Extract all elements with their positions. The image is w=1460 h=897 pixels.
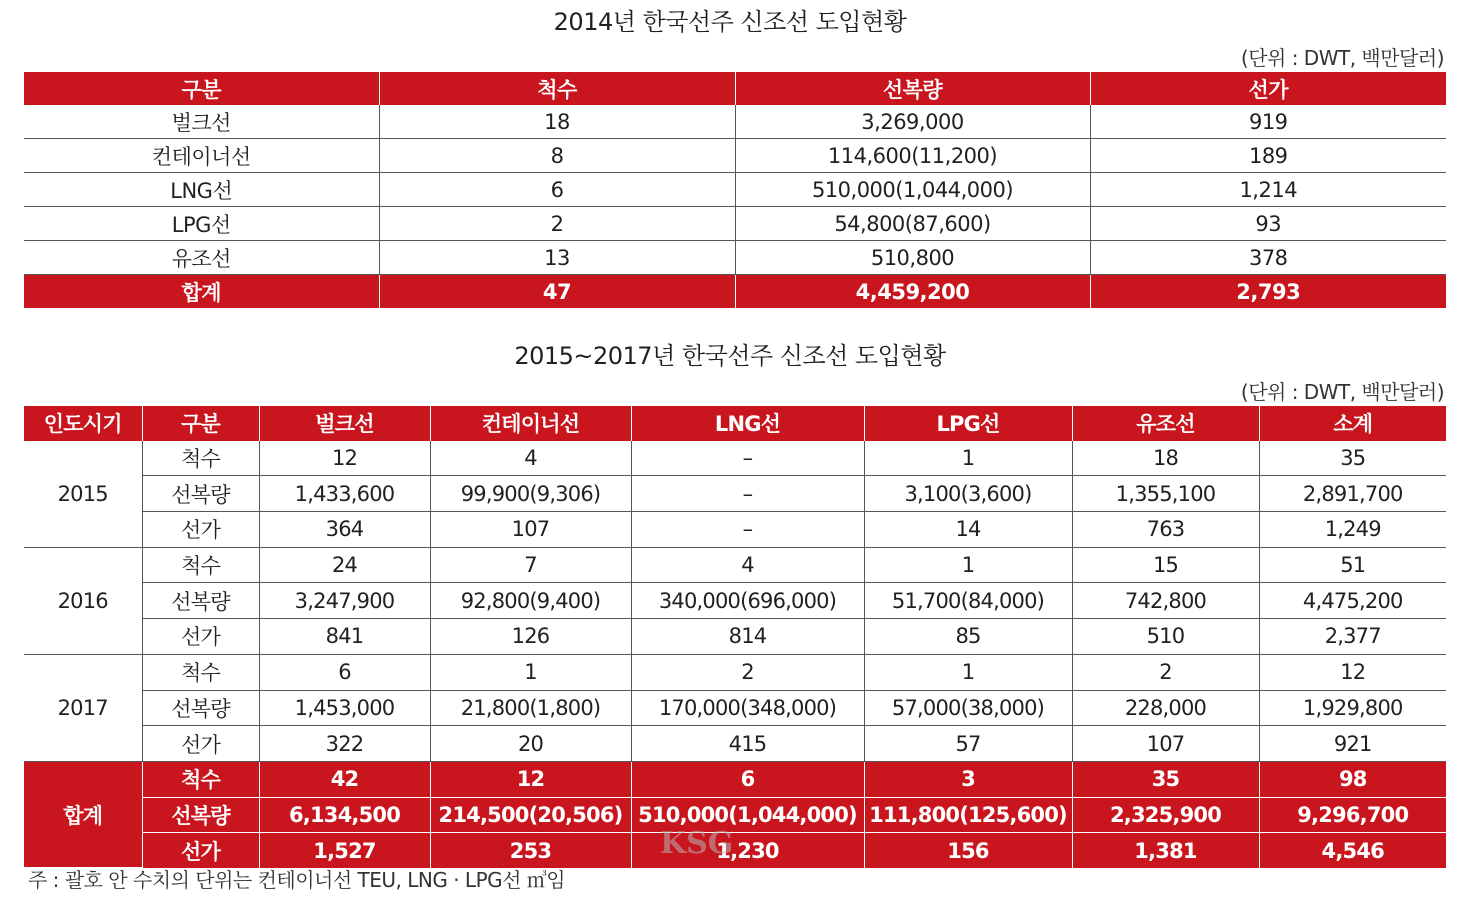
cell: 12 xyxy=(1259,654,1446,690)
total-cell: 4,546 xyxy=(1259,833,1446,868)
table-row xyxy=(24,207,1446,241)
header-lng: LNG선 xyxy=(631,406,864,441)
total-cell: 6,134,500 xyxy=(259,797,430,833)
total-cell: 214,500(20,506) xyxy=(430,797,631,833)
cell: 1 xyxy=(864,547,1072,583)
cell: 1,214 xyxy=(1090,173,1446,207)
cell: 2 xyxy=(379,207,735,241)
cell: 54,800(87,600) xyxy=(735,207,1090,241)
cell: LNG선 xyxy=(24,173,379,207)
cell: 4 xyxy=(631,547,864,583)
header-container: 컨테이너선 xyxy=(430,406,631,441)
table-row xyxy=(24,512,1446,548)
cell: 18 xyxy=(1072,441,1259,476)
cell: 364 xyxy=(259,512,430,548)
total-cell: 2,325,900 xyxy=(1072,797,1259,833)
cell: 선복량 xyxy=(142,476,259,512)
cell: 322 xyxy=(259,726,430,762)
cell: 1,929,800 xyxy=(1259,690,1446,726)
total-row xyxy=(24,761,1446,797)
cell: 선가 xyxy=(142,512,259,548)
table-row xyxy=(24,139,1446,173)
cell: 18 xyxy=(379,105,735,139)
table-row xyxy=(24,583,1446,619)
cell: 선복량 xyxy=(142,690,259,726)
table-2014 xyxy=(24,72,1446,308)
cell: 107 xyxy=(1072,726,1259,762)
table-row xyxy=(24,105,1446,139)
table-row xyxy=(24,476,1446,512)
table-row xyxy=(24,654,1446,690)
cell: 12 xyxy=(259,441,430,476)
total-cell: 선복량 xyxy=(142,797,259,833)
cell: 1,453,000 xyxy=(259,690,430,726)
header-tanker: 유조선 xyxy=(1072,406,1259,441)
table-row xyxy=(24,726,1446,762)
header-subtotal: 소계 xyxy=(1259,406,1446,441)
cell: – xyxy=(631,512,864,548)
cell: 3,247,900 xyxy=(259,583,430,619)
cell: 21,800(1,800) xyxy=(430,690,631,726)
cell: 1,433,600 xyxy=(259,476,430,512)
cell: 척수 xyxy=(142,547,259,583)
header-bulk: 벌크선 xyxy=(259,406,430,441)
table-row xyxy=(24,441,1446,476)
cell: 선가 xyxy=(142,619,259,655)
header-tonnage: 선복량 xyxy=(735,72,1090,105)
total-cell: 156 xyxy=(864,833,1072,868)
total-cell: 47 xyxy=(379,275,735,309)
header-price: 선가 xyxy=(1090,72,1446,105)
cell: 선복량 xyxy=(142,583,259,619)
cell: 170,000(348,000) xyxy=(631,690,864,726)
cell: 3,100(3,600) xyxy=(864,476,1072,512)
total-label: 합계 xyxy=(24,761,142,868)
header-category: 구분 xyxy=(142,406,259,441)
ksg-watermark: KSG xyxy=(660,826,734,861)
header-delivery-period: 인도시기 xyxy=(24,406,142,441)
cell: 126 xyxy=(430,619,631,655)
table1-title: 2014년 한국선주 신조선 도입현황 xyxy=(553,8,907,36)
total-row xyxy=(24,833,1446,868)
table-row xyxy=(24,690,1446,726)
table-row xyxy=(24,547,1446,583)
cell: 340,000(696,000) xyxy=(631,583,864,619)
year-cell: 2015 xyxy=(24,441,142,548)
total-cell: 1,527 xyxy=(259,833,430,868)
total-cell: 42 xyxy=(259,761,430,797)
total-cell: 선가 xyxy=(142,833,259,868)
cell: 57 xyxy=(864,726,1072,762)
cell: 14 xyxy=(864,512,1072,548)
total-cell: 척수 xyxy=(142,761,259,797)
cell: 1,355,100 xyxy=(1072,476,1259,512)
total-cell: 12 xyxy=(430,761,631,797)
total-cell: 98 xyxy=(1259,761,1446,797)
cell: 51 xyxy=(1259,547,1446,583)
total-cell: 510,000(1,044,000) xyxy=(631,797,864,833)
cell: 107 xyxy=(430,512,631,548)
footnote: 주 : 괄호 안 수치의 단위는 컨테이너선 TEU, LNG · LPG선 ㎥임 xyxy=(28,868,566,892)
total-cell: 253 xyxy=(430,833,631,868)
cell: 척수 xyxy=(142,441,259,476)
cell: 1 xyxy=(430,654,631,690)
cell: – xyxy=(631,441,864,476)
cell: 919 xyxy=(1090,105,1446,139)
total-cell: 6 xyxy=(631,761,864,797)
cell: 85 xyxy=(864,619,1072,655)
table-row xyxy=(24,241,1446,275)
cell: 510,800 xyxy=(735,241,1090,275)
table2-header-row xyxy=(24,406,1446,441)
table-2015-2017 xyxy=(24,406,1446,868)
total-cell: 1,381 xyxy=(1072,833,1259,868)
cell: 1,249 xyxy=(1259,512,1446,548)
cell: 2,377 xyxy=(1259,619,1446,655)
table1-total-row xyxy=(24,275,1446,309)
total-cell: 4,459,200 xyxy=(735,275,1090,309)
table1-header-row xyxy=(24,72,1446,105)
cell: – xyxy=(631,476,864,512)
cell: 2 xyxy=(1072,654,1259,690)
cell: 189 xyxy=(1090,139,1446,173)
cell: 벌크선 xyxy=(24,105,379,139)
table-row xyxy=(24,173,1446,207)
cell: 8 xyxy=(379,139,735,173)
cell: 378 xyxy=(1090,241,1446,275)
cell: 763 xyxy=(1072,512,1259,548)
total-cell: 111,800(125,600) xyxy=(864,797,1072,833)
cell: 1 xyxy=(864,654,1072,690)
cell: 선가 xyxy=(142,726,259,762)
cell: 2 xyxy=(631,654,864,690)
cell: 유조선 xyxy=(24,241,379,275)
total-cell: 합계 xyxy=(24,275,379,309)
cell: 컨테이너선 xyxy=(24,139,379,173)
cell: 814 xyxy=(631,619,864,655)
cell: 3,269,000 xyxy=(735,105,1090,139)
cell: 35 xyxy=(1259,441,1446,476)
header-count: 척수 xyxy=(379,72,735,105)
year-cell: 2016 xyxy=(24,547,142,654)
cell: 93 xyxy=(1090,207,1446,241)
table1-unit: (단위 : DWT, 백만달러) xyxy=(1240,46,1444,70)
total-cell: 2,793 xyxy=(1090,275,1446,309)
cell: 15 xyxy=(1072,547,1259,583)
total-cell: 35 xyxy=(1072,761,1259,797)
cell: 2,891,700 xyxy=(1259,476,1446,512)
cell: 510 xyxy=(1072,619,1259,655)
cell: LPG선 xyxy=(24,207,379,241)
cell: 1 xyxy=(864,441,1072,476)
total-cell: 1,230 xyxy=(631,833,864,868)
header-lpg: LPG선 xyxy=(864,406,1072,441)
table-row xyxy=(24,619,1446,655)
cell: 841 xyxy=(259,619,430,655)
cell: 114,600(11,200) xyxy=(735,139,1090,173)
cell: 92,800(9,400) xyxy=(430,583,631,619)
cell: 921 xyxy=(1259,726,1446,762)
total-row xyxy=(24,797,1446,833)
cell: 6 xyxy=(379,173,735,207)
year-cell: 2017 xyxy=(24,654,142,761)
cell: 415 xyxy=(631,726,864,762)
cell: 57,000(38,000) xyxy=(864,690,1072,726)
cell: 510,000(1,044,000) xyxy=(735,173,1090,207)
cell: 99,900(9,306) xyxy=(430,476,631,512)
cell: 13 xyxy=(379,241,735,275)
total-cell: 3 xyxy=(864,761,1072,797)
cell: 228,000 xyxy=(1072,690,1259,726)
cell: 척수 xyxy=(142,654,259,690)
table2-unit: (단위 : DWT, 백만달러) xyxy=(1240,380,1444,404)
cell: 4,475,200 xyxy=(1259,583,1446,619)
total-cell: 9,296,700 xyxy=(1259,797,1446,833)
table2-title: 2015~2017년 한국선주 신조선 도입현황 xyxy=(514,342,946,370)
cell: 7 xyxy=(430,547,631,583)
cell: 4 xyxy=(430,441,631,476)
header-category: 구분 xyxy=(24,72,379,105)
cell: 6 xyxy=(259,654,430,690)
cell: 20 xyxy=(430,726,631,762)
cell: 24 xyxy=(259,547,430,583)
cell: 51,700(84,000) xyxy=(864,583,1072,619)
cell: 742,800 xyxy=(1072,583,1259,619)
